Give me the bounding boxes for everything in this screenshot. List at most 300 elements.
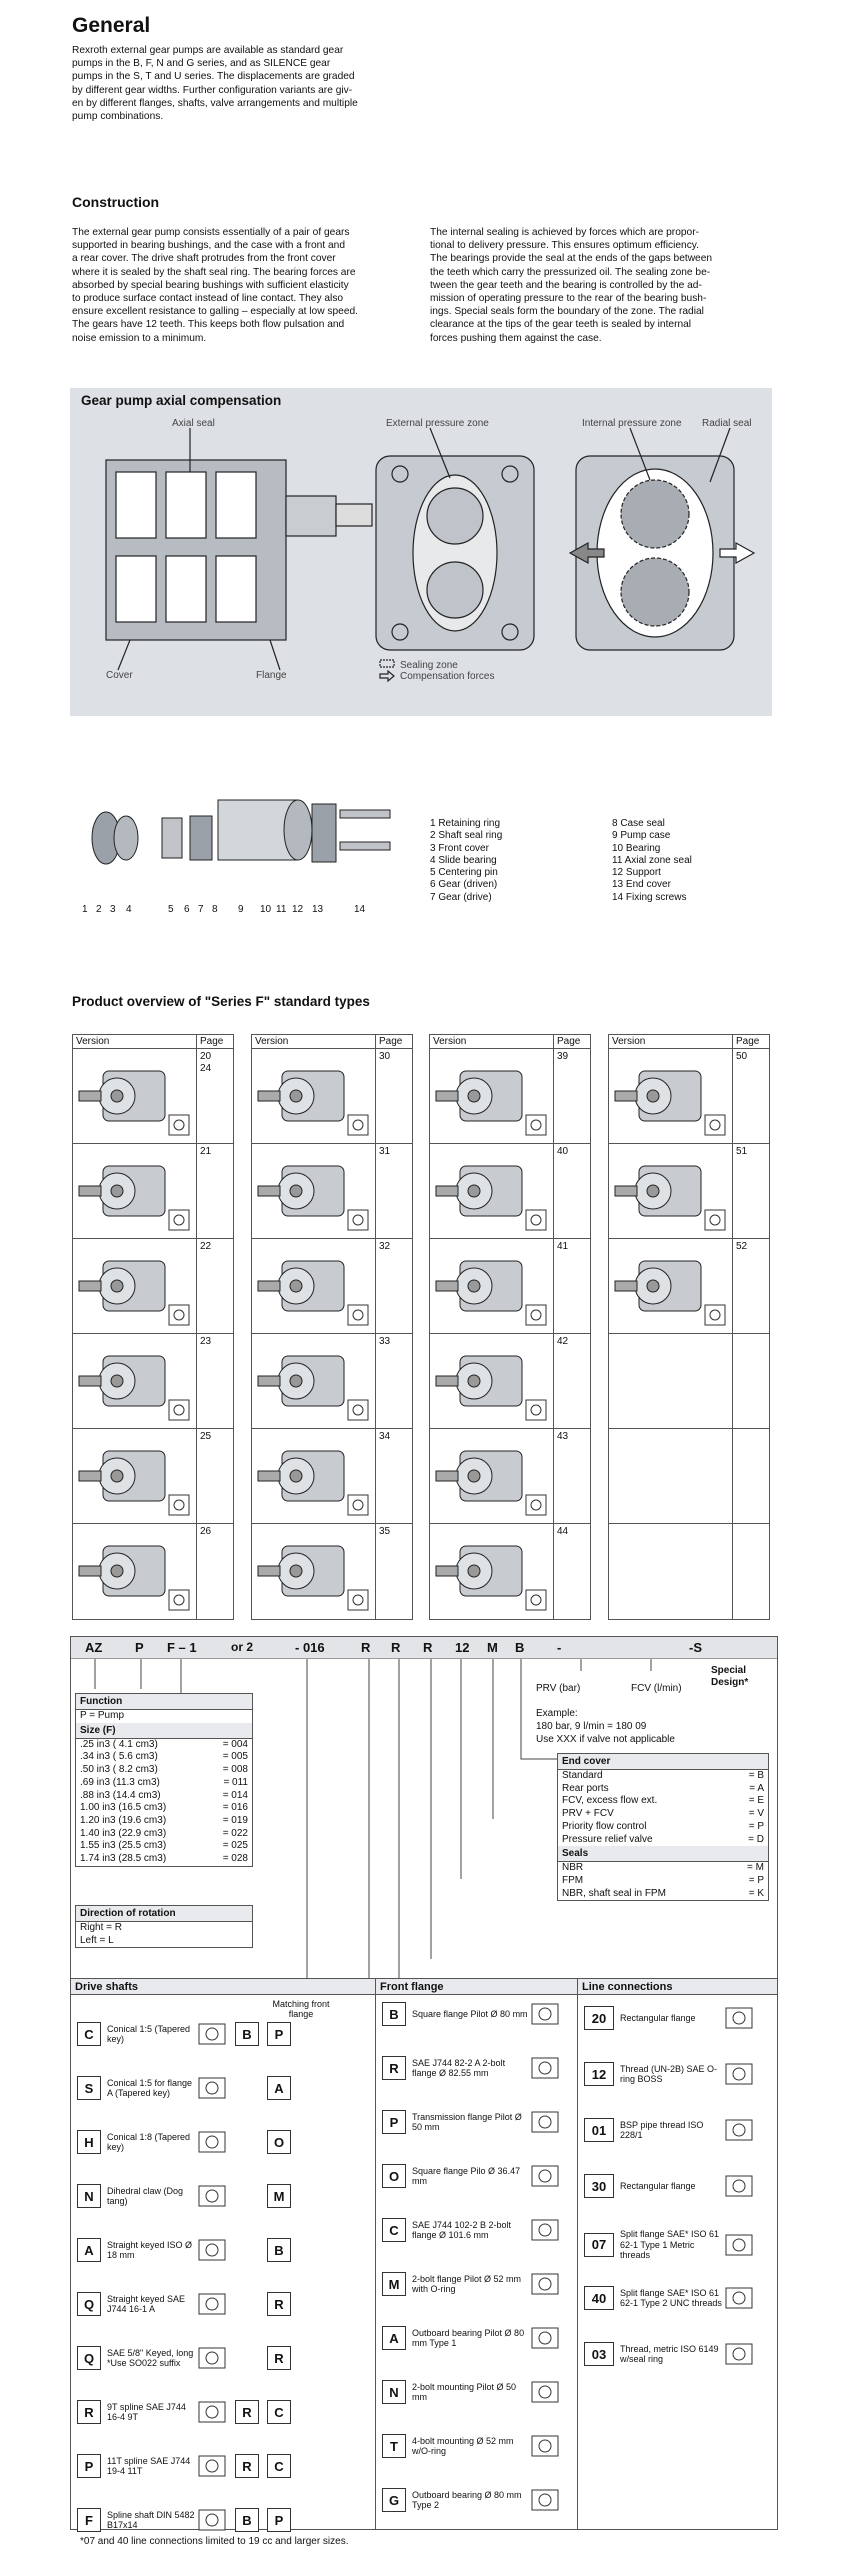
code-dash: - <box>557 1640 562 1655</box>
text-line: 13 End cover <box>612 879 671 891</box>
option-row <box>382 2271 578 2297</box>
overview-row <box>73 1334 233 1429</box>
pump-image <box>73 1049 197 1143</box>
text-line: pump combinations. <box>72 111 164 123</box>
option-code: H <box>77 2130 101 2154</box>
text-line: 3 Front cover <box>430 842 489 854</box>
code-az: AZ <box>85 1640 103 1655</box>
label-int-zone: Internal pressure zone <box>582 418 682 429</box>
example-text <box>536 1707 675 1746</box>
page-number[interactable] <box>733 1524 739 1619</box>
text-line: 180 bar, 9 l/min = 180 09 <box>536 1721 647 1732</box>
option-row <box>584 2173 776 2199</box>
page-number[interactable] <box>733 1429 739 1523</box>
option-code: 30 <box>584 2174 614 2198</box>
option-row <box>77 2237 367 2263</box>
part-number: 13 <box>312 904 324 915</box>
overview-row <box>609 1239 769 1334</box>
code-p: P <box>135 1640 144 1655</box>
label-cover: Cover <box>106 670 133 681</box>
box-line <box>76 1777 252 1790</box>
option-icon <box>530 2487 560 2513</box>
option-code: O <box>382 2164 406 2188</box>
overview-row <box>430 1144 590 1239</box>
page-number[interactable]: 34 <box>379 1431 391 1442</box>
option-icon <box>724 2061 754 2087</box>
overview-row <box>430 1524 590 1619</box>
option-code: F <box>77 2508 101 2532</box>
front-flange-section <box>375 1978 577 2530</box>
col-page: Page <box>200 1036 224 1047</box>
text-line: pumps in the B, F, N and G series, and as SILENCE gear <box>72 58 331 70</box>
box-line <box>76 1739 252 1752</box>
page-number[interactable]: 30 <box>379 1051 391 1062</box>
option-icon <box>197 2399 227 2425</box>
item-code: = V <box>748 1808 764 1820</box>
end-cover-box <box>557 1753 769 1901</box>
code-f1: F – 1 <box>167 1640 197 1655</box>
option-icon <box>724 2005 754 2031</box>
page-number[interactable]: 51 <box>736 1146 748 1157</box>
pump-image <box>430 1429 554 1523</box>
pump-image <box>430 1049 554 1143</box>
option-text: SAE 5/8" Keyed, long *Use SO022 suffix <box>107 2347 194 2368</box>
option-code: 20 <box>584 2006 614 2030</box>
item-label: 1.20 in3 (19.6 cm3) <box>80 1814 167 1826</box>
pump-image <box>609 1239 733 1333</box>
text-line: noise emission to a minimum. <box>72 332 207 344</box>
item-label: .69 in3 (11.3 cm3) <box>80 1776 160 1788</box>
text-line: 9 Pump case <box>612 830 671 842</box>
option-row <box>77 2345 367 2371</box>
item-label: Pressure relief valve <box>562 1833 653 1845</box>
item-label: .50 in3 ( 8.2 cm3) <box>80 1764 158 1776</box>
item-code: = 019 <box>222 1814 248 1826</box>
box-line <box>76 1710 252 1723</box>
part-number: 8 <box>212 904 218 915</box>
option-code: G <box>382 2488 406 2512</box>
option-icon <box>530 2379 560 2405</box>
matching-flange: R <box>267 2346 291 2370</box>
text-line: mission of operating pressure to the rear of the bearing bush- <box>430 293 707 305</box>
option-icon <box>197 2075 227 2101</box>
code-s: -S <box>689 1640 702 1655</box>
option-text: Conical 1:8 (Tapered key) <box>107 2131 191 2152</box>
option-code: Q <box>77 2346 101 2370</box>
col-version: Version <box>73 1035 197 1048</box>
pump-image <box>252 1239 376 1333</box>
page-number[interactable]: 23 <box>200 1336 212 1347</box>
code-12: 12 <box>455 1640 470 1655</box>
option-icon <box>530 2109 560 2135</box>
option-row <box>77 2291 367 2317</box>
text-line: Use XXX if valve not applicable <box>536 1734 675 1745</box>
page-number[interactable]: 40 <box>557 1146 569 1157</box>
option-text: Dihedral claw (Dog tang) <box>107 2185 184 2206</box>
item-label: PRV + FCV <box>562 1808 614 1820</box>
col-page: Page <box>557 1036 581 1047</box>
item-label: NBR <box>562 1862 584 1874</box>
overview-header <box>73 1035 233 1049</box>
page-number[interactable]: 43 <box>557 1431 569 1442</box>
part-number: 9 <box>238 904 244 915</box>
text-line: The internal sealing is achieved by forces which are propor- <box>430 227 699 238</box>
matching-flange: A <box>267 2076 291 2100</box>
pump-image <box>609 1429 733 1523</box>
option-code: R <box>77 2400 101 2424</box>
option-text: Thread, metric ISO 6149 w/seal ring <box>620 2343 719 2364</box>
matching-flange: B <box>235 2508 259 2532</box>
matching-flange: P <box>267 2022 291 2046</box>
option-code: N <box>77 2184 101 2208</box>
text-line: a rear cover. The drive shaft protrudes from the front cover <box>72 253 336 265</box>
option-row <box>382 2379 578 2405</box>
option-row <box>77 2075 367 2101</box>
page-number[interactable]: 41 <box>557 1241 569 1252</box>
pump-image <box>73 1239 197 1333</box>
item-label: NBR, shaft seal in FPM <box>562 1887 666 1899</box>
item-code: = 016 <box>222 1802 248 1814</box>
option-icon <box>530 2271 560 2297</box>
pump-image <box>252 1144 376 1238</box>
matching-flange: P <box>267 2508 291 2532</box>
overview-row <box>609 1524 769 1619</box>
option-row <box>77 2183 367 2209</box>
item-label: .88 in3 (14.4 cm3) <box>80 1789 161 1801</box>
option-text: 2-bolt flange Pilot Ø 52 mm with O-ring <box>412 2273 522 2294</box>
part-number: 4 <box>126 904 132 915</box>
page-number[interactable]: 32 <box>379 1241 391 1252</box>
option-row <box>584 2117 776 2143</box>
code-m: M <box>487 1640 498 1655</box>
overview-column <box>608 1034 770 1620</box>
pump-image <box>252 1524 376 1619</box>
item-code: = E <box>748 1795 764 1807</box>
overview-column <box>251 1034 413 1620</box>
box-line <box>558 1808 768 1821</box>
overview-row <box>430 1429 590 1524</box>
item-label: Left = L <box>80 1934 114 1946</box>
box-line <box>558 1770 768 1783</box>
option-text: SAE J744 102-2 B 2-bolt flange Ø 101.6 mm <box>412 2219 512 2240</box>
option-text: Split flange SAE* ISO 61 62-1 Type 1 Metric threads <box>620 2229 720 2260</box>
axial-drawing <box>70 388 772 716</box>
option-row <box>382 2325 578 2351</box>
option-row <box>382 2163 578 2189</box>
overview-header <box>609 1035 769 1049</box>
pump-image <box>430 1334 554 1428</box>
option-icon <box>197 2021 227 2047</box>
col-page: Page <box>379 1036 403 1047</box>
box-line <box>558 1821 768 1834</box>
matching-flange: R <box>235 2454 259 2478</box>
box-line <box>558 1875 768 1888</box>
part-number: 5 <box>168 904 174 915</box>
text-line: ings. Special seals form the boundary of the zone. The radial <box>430 306 704 318</box>
label-flange: Flange <box>256 670 287 681</box>
option-row <box>382 2217 578 2243</box>
construction-title: Construction <box>72 194 160 210</box>
page-number[interactable]: 42 <box>557 1336 569 1347</box>
code-016: - 016 <box>295 1640 325 1655</box>
option-text: Transmission flange Pilot Ø 50 mm <box>412 2111 522 2132</box>
option-icon <box>197 2453 227 2479</box>
text-line: 2 Shaft seal ring <box>430 830 503 842</box>
page-number[interactable] <box>733 1334 739 1428</box>
option-code: Q <box>77 2292 101 2316</box>
option-code: 03 <box>584 2342 614 2366</box>
option-icon <box>530 2217 560 2243</box>
text-line: Example: <box>536 1708 578 1719</box>
option-code: R <box>382 2056 406 2080</box>
page-number[interactable]: 22 <box>200 1241 212 1252</box>
option-text: Square flange Pilo Ø 36.47 mm <box>412 2165 521 2186</box>
label-axial-seal: Axial seal <box>172 418 215 429</box>
item-label: 1.74 in3 (28.5 cm3) <box>80 1853 167 1865</box>
type-code-header <box>71 1637 777 1688</box>
box-line <box>76 1853 252 1866</box>
pump-image <box>252 1429 376 1523</box>
overview-header <box>252 1035 412 1049</box>
item-label: .34 in3 ( 5.6 cm3) <box>80 1751 158 1763</box>
text-line: where it is sealed by the shaft seal ring. The bearing forces are <box>72 266 356 278</box>
item-code: = D <box>748 1833 764 1845</box>
option-code: N <box>382 2380 406 2404</box>
option-icon <box>724 2173 754 2199</box>
item-code: = P <box>748 1820 764 1832</box>
overview-row <box>73 1524 233 1619</box>
option-text: Rectangular flange <box>620 2012 696 2023</box>
text-line: 10 Bearing <box>612 842 661 854</box>
option-icon <box>197 2291 227 2317</box>
text-line: 7 Gear (drive) <box>430 891 492 903</box>
overview-row <box>73 1049 233 1144</box>
text-line: 14 Fixing screws <box>612 891 687 903</box>
item-label: FCV, excess flow ext. <box>562 1795 658 1807</box>
item-label: Rear ports <box>562 1782 609 1794</box>
overview-row <box>609 1334 769 1429</box>
exploded-view-drawing <box>82 760 402 900</box>
part-number: 10 <box>260 904 272 915</box>
text-line: forces pushing them against the case. <box>430 332 602 344</box>
item-code: = 028 <box>222 1853 248 1865</box>
pump-image <box>430 1239 554 1333</box>
text-line: clearance at the tips of the gear teeth is sealed by internal <box>430 319 692 331</box>
part-number: 14 <box>354 904 366 915</box>
option-text: Square flange Pilot Ø 80 mm <box>412 2008 528 2019</box>
option-text: Rectangular flange <box>620 2180 696 2191</box>
option-code: M <box>382 2272 406 2296</box>
item-label: .25 in3 ( 4.1 cm3) <box>80 1738 158 1750</box>
option-text: Conical 1:5 (Tapered key) <box>107 2023 191 2044</box>
page-number[interactable]: 52 <box>736 1241 748 1252</box>
drive-shafts-section <box>71 1978 375 2530</box>
option-icon <box>197 2129 227 2155</box>
col-version: Version <box>609 1035 733 1048</box>
section-heading: Line connections <box>578 1979 777 1995</box>
option-row <box>77 2453 367 2479</box>
rotation-box <box>75 1905 253 1948</box>
option-text: 9T spline SAE J744 16-4 9T <box>107 2401 186 2422</box>
code-special: Special <box>711 1665 747 1676</box>
matching-flange: M <box>267 2184 291 2208</box>
box-line <box>76 1828 252 1841</box>
box-line <box>558 1783 768 1796</box>
text-line: 11 Axial zone seal <box>612 854 692 866</box>
pump-image <box>252 1049 376 1143</box>
page-number[interactable]: 31 <box>379 1146 391 1157</box>
overview-row <box>73 1429 233 1524</box>
box-line <box>558 1862 768 1875</box>
option-icon <box>724 2285 754 2311</box>
page-number[interactable]: 35 <box>379 1526 391 1537</box>
option-row <box>584 2341 776 2367</box>
page-number[interactable]: 44 <box>557 1526 569 1537</box>
item-code: = 011 <box>223 1776 248 1788</box>
option-code: A <box>77 2238 101 2262</box>
option-text: Split flange SAE* ISO 61 62-1 Type 2 UNC threads <box>620 2287 722 2308</box>
text-line: absorbed by special bearing bushings with sufficient elasticity <box>72 279 349 291</box>
code-r1: R <box>361 1640 371 1655</box>
parts-list-left <box>430 818 502 904</box>
item-label: FPM <box>562 1874 584 1886</box>
page-number[interactable]: 26 <box>200 1526 212 1537</box>
option-row <box>77 2021 367 2047</box>
overview-header <box>430 1035 590 1049</box>
option-row <box>382 2055 578 2081</box>
text-line: 4 Slide bearing <box>430 854 497 866</box>
page-number[interactable]: 20 24 <box>200 1051 212 1074</box>
text-line: en by different flanges, shafts, valve arrangements and multiple <box>72 97 358 109</box>
overview-column <box>429 1034 591 1620</box>
item-code: = 004 <box>222 1738 248 1750</box>
text-line: The bearings provide the seal at the ends of the gaps between <box>430 253 713 265</box>
overview-column <box>72 1034 234 1620</box>
part-number: 6 <box>184 904 190 915</box>
item-code: = 022 <box>222 1827 248 1839</box>
part-number: 12 <box>292 904 304 915</box>
text-line: Rexroth external gear pumps are available as standard gear <box>72 45 344 56</box>
box-line <box>76 1764 252 1777</box>
text-line: to produce surface contact instead of line contact. They also <box>72 293 344 305</box>
option-code: 01 <box>584 2118 614 2142</box>
option-icon <box>530 2433 560 2459</box>
overview-row <box>430 1239 590 1334</box>
overview-row <box>73 1239 233 1334</box>
part-number: 7 <box>198 904 204 915</box>
option-code: T <box>382 2434 406 2458</box>
page-number[interactable]: 33 <box>379 1336 391 1347</box>
option-icon <box>724 2117 754 2143</box>
fcv-label: FCV (l/min) <box>631 1683 682 1694</box>
overview-row <box>609 1144 769 1239</box>
code-design: Design* <box>711 1677 749 1688</box>
matching-flange: C <box>267 2400 291 2424</box>
overview-row <box>430 1049 590 1144</box>
code-b: B <box>515 1640 525 1655</box>
box-heading: End cover <box>558 1754 768 1770</box>
item-code: = 008 <box>222 1764 248 1776</box>
item-label: 1.55 in3 (25.5 cm3) <box>80 1840 167 1852</box>
option-text: SAE J744 82-2 A 2-bolt flange Ø 82.55 mm <box>412 2057 506 2078</box>
pump-image <box>609 1144 733 1238</box>
matching-flange: R <box>267 2292 291 2316</box>
label-ext-zone: External pressure zone <box>386 418 489 429</box>
option-row <box>77 2507 367 2533</box>
footnote: *07 and 40 line connections limited to 19 cc and larger sizes. <box>80 2536 349 2547</box>
item-label: Right = R <box>80 1922 122 1933</box>
pump-image <box>73 1429 197 1523</box>
option-icon <box>197 2183 227 2209</box>
option-icon <box>724 2341 754 2367</box>
page-number[interactable]: 50 <box>736 1051 748 1062</box>
option-row <box>382 2001 578 2027</box>
overview-row <box>73 1144 233 1239</box>
part-number: 2 <box>96 904 102 915</box>
matching-flange: O <box>267 2130 291 2154</box>
option-text: Outboard bearing Pilot Ø 80 mm Type 1 <box>412 2327 525 2348</box>
option-row <box>584 2285 776 2311</box>
option-text: Straight keyed SAE J744 16-1 A <box>107 2293 186 2314</box>
box-line <box>76 1935 252 1948</box>
matching-flange-label: Matching front flange <box>272 1999 330 2019</box>
item-code: = 005 <box>222 1751 248 1763</box>
part-number: 11 <box>276 904 287 915</box>
matching-flange: C <box>267 2454 291 2478</box>
page-number[interactable]: 21 <box>200 1146 212 1157</box>
col-version: Version <box>430 1035 554 1048</box>
code-r2: R <box>391 1640 401 1655</box>
page-number[interactable]: 39 <box>557 1051 569 1062</box>
item-code: = 014 <box>222 1789 248 1801</box>
box-line <box>76 1802 252 1815</box>
overview-row <box>252 1239 412 1334</box>
option-icon <box>530 2001 560 2027</box>
construction-right-text <box>430 226 712 345</box>
item-code: = B <box>748 1770 764 1781</box>
item-label: Standard <box>562 1770 603 1781</box>
pump-image <box>73 1334 197 1428</box>
overview-row <box>609 1049 769 1144</box>
option-code: P <box>382 2110 406 2134</box>
page-number[interactable]: 25 <box>200 1431 212 1442</box>
option-icon <box>530 2055 560 2081</box>
overview-row <box>252 1144 412 1239</box>
part-number: 3 <box>110 904 116 915</box>
code-r3: R <box>423 1640 433 1655</box>
col-page: Page <box>736 1036 760 1047</box>
pump-image <box>430 1144 554 1238</box>
text-line: 1 Retaining ring <box>430 818 501 829</box>
pump-image <box>609 1049 733 1143</box>
text-line: tional to delivery pressure. This ensures optimum efficiency. <box>430 240 699 252</box>
prv-label: PRV (bar) <box>536 1683 581 1694</box>
text-line: The external gear pump consists essentially of a pair of gears <box>72 227 350 238</box>
text-line: tween the gear teeth and the bearing is controlled by the ad- <box>430 279 702 291</box>
label-radial-seal: Radial seal <box>702 418 752 429</box>
item-label: 1.40 in3 (22.9 cm3) <box>80 1827 167 1839</box>
box-line <box>76 1840 252 1853</box>
section-heading: Front flange <box>376 1979 577 1995</box>
overview-row <box>252 1429 412 1524</box>
item-label: 1.00 in3 (16.5 cm3) <box>80 1802 167 1814</box>
item-code: = M <box>747 1862 764 1874</box>
option-text: 2-bolt mounting Pilot Ø 50 mm <box>412 2381 517 2402</box>
option-code: 07 <box>584 2233 614 2257</box>
function-box <box>75 1693 253 1867</box>
box-line <box>558 1795 768 1808</box>
item-label: P = Pump <box>80 1710 125 1721</box>
